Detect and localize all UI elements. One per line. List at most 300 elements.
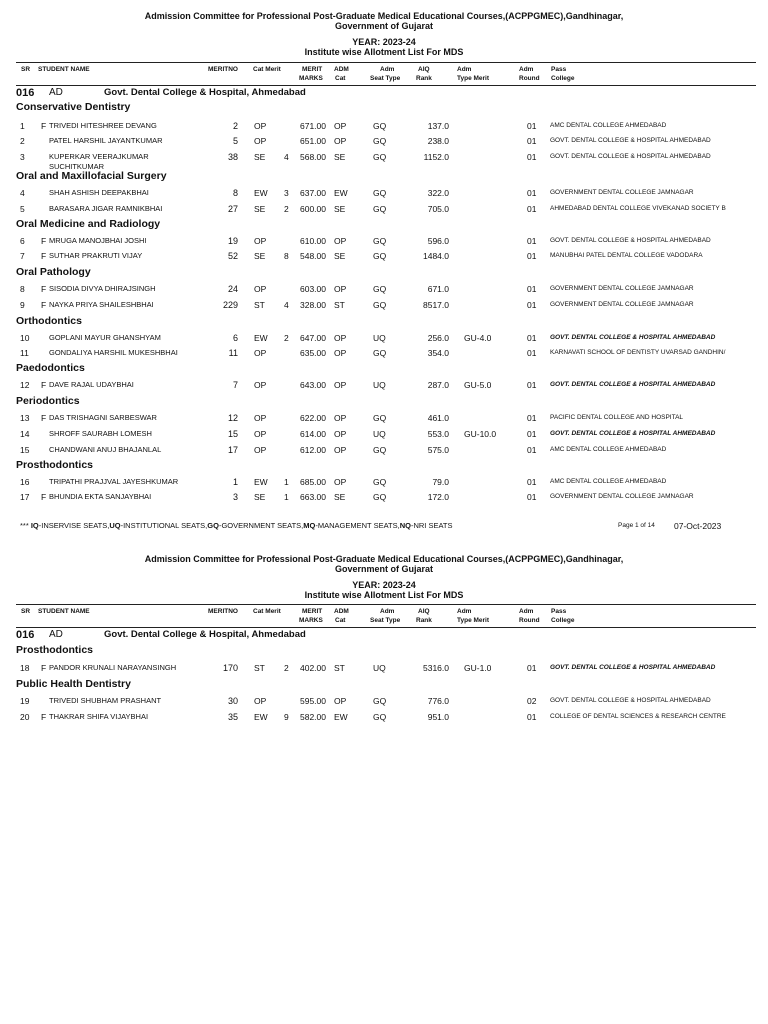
aiq-rank: 575.0 bbox=[427, 445, 449, 455]
dept-heading: Periodontics bbox=[16, 395, 80, 407]
row-sr: 12 bbox=[20, 380, 30, 390]
pass-college: GOVT. DENTAL COLLEGE & HOSPITAL AHMEDABAD bbox=[550, 430, 716, 437]
table-row bbox=[0, 188, 768, 200]
merit-marks: 637.00 bbox=[300, 188, 326, 198]
pass-college: GOVT. DENTAL COLLEGE & HOSPITAL AHMEDABAD bbox=[550, 237, 711, 244]
category: OP bbox=[254, 136, 267, 146]
aiq-rank: 951.0 bbox=[427, 712, 449, 722]
row-sr: 3 bbox=[20, 152, 25, 162]
table-row bbox=[0, 152, 768, 171]
col-pass-college-2: College bbox=[551, 617, 575, 624]
admission-category: OP bbox=[334, 236, 347, 246]
table-row bbox=[0, 204, 768, 216]
seat-type-legend bbox=[20, 521, 453, 530]
seat-type: UQ bbox=[373, 663, 386, 673]
dept-heading: Oral and Maxillofacial Surgery bbox=[16, 170, 167, 182]
aiq-rank: 238.0 bbox=[427, 136, 449, 146]
seat-type: GQ bbox=[373, 136, 387, 146]
aiq-rank: 8517.0 bbox=[423, 300, 449, 310]
header-list-title: Institute wise Allotment List For MDS bbox=[304, 590, 464, 600]
row-sr: 1 bbox=[20, 121, 25, 131]
student-name: SHAH ASHISH DEEPAKBHAI bbox=[49, 188, 149, 197]
table-row bbox=[0, 492, 768, 504]
institute-type: AD bbox=[49, 87, 63, 98]
merit-number: 8 bbox=[232, 188, 238, 198]
row-sr: 7 bbox=[20, 251, 25, 261]
student-name: TRIVEDI SHUBHAM PRASHANT bbox=[49, 696, 162, 705]
dept-heading: Public Health Dentistry bbox=[16, 678, 131, 690]
col-adm-cat-2: Cat bbox=[335, 617, 346, 624]
row-sex: F bbox=[41, 236, 47, 246]
col-round-2: Round bbox=[519, 617, 540, 624]
legend-code: GQ bbox=[207, 521, 219, 530]
merit-marks: 647.00 bbox=[300, 333, 326, 343]
merit-marks: 568.00 bbox=[300, 152, 326, 162]
col-adm-cat-2: Cat bbox=[335, 75, 346, 82]
pass-college: GOVERNMENT DENTAL COLLEGE JAMNAGAR bbox=[550, 493, 694, 500]
pass-college: GOVT. DENTAL COLLEGE & HOSPITAL AHMEDABAD bbox=[550, 334, 716, 341]
pass-college: GOVT. DENTAL COLLEGE & HOSPITAL AHMEDABAD bbox=[550, 664, 716, 671]
row-sr: 17 bbox=[20, 492, 30, 502]
admission-category: OP bbox=[334, 380, 347, 390]
table-row bbox=[0, 663, 768, 675]
pass-college: GOVT. DENTAL COLLEGE & HOSPITAL AHMEDABAD bbox=[550, 381, 716, 388]
col-type-merit-1: Adm bbox=[457, 66, 472, 73]
admission-round: 01 bbox=[527, 348, 537, 358]
row-sr: 15 bbox=[20, 445, 30, 455]
row-sr: 4 bbox=[20, 188, 25, 198]
institute-name: Govt. Dental College & Hospital, Ahmedabad bbox=[104, 629, 306, 640]
aiq-rank: 553.0 bbox=[427, 429, 449, 439]
header-rule-top bbox=[16, 604, 756, 605]
row-sr: 18 bbox=[20, 663, 30, 673]
col-type-merit-2: Type Merit bbox=[457, 75, 490, 82]
col-aiq-rank-2: Rank bbox=[416, 75, 432, 82]
header-rule-bottom bbox=[16, 85, 756, 86]
merit-marks: 595.00 bbox=[300, 696, 326, 706]
merit-number: 38 bbox=[227, 152, 238, 162]
admission-round: 01 bbox=[527, 712, 537, 722]
category: OP bbox=[254, 348, 267, 358]
table-row bbox=[0, 284, 768, 296]
student-name: SISODIA DIVYA DHIRAJSINGH bbox=[49, 284, 156, 293]
legend-text: -MANAGEMENT SEATS, bbox=[315, 521, 400, 530]
seat-type: GQ bbox=[373, 413, 387, 423]
header-rule-bottom bbox=[16, 627, 756, 628]
row-sr: 19 bbox=[20, 696, 30, 706]
seat-type: GQ bbox=[373, 251, 387, 261]
header-year: YEAR: 2023-24 bbox=[352, 580, 416, 590]
col-pass-college-2: College bbox=[551, 75, 575, 82]
category-merit: 1 bbox=[284, 492, 289, 502]
dept-heading: Prosthodontics bbox=[16, 459, 94, 471]
row-sex: F bbox=[41, 300, 47, 310]
merit-marks: 643.00 bbox=[300, 380, 326, 390]
table-row bbox=[0, 136, 768, 148]
admission-round: 01 bbox=[527, 445, 537, 455]
category: OP bbox=[254, 284, 267, 294]
student-name: PANDOR KRUNALI NARAYANSINGH bbox=[49, 663, 177, 672]
student-name: THAKRAR SHIFA VIJAYBHAI bbox=[49, 712, 149, 721]
dept-heading: Prosthodontics bbox=[16, 644, 94, 656]
row-sr: 5 bbox=[20, 204, 25, 214]
merit-number: 27 bbox=[227, 204, 238, 214]
admission-round: 01 bbox=[527, 429, 537, 439]
pass-college: AHMEDABAD DENTAL COLLEGE VIVEKANAD SOCIETY B bbox=[550, 205, 726, 212]
page-number: Page 1 of 14 bbox=[618, 522, 655, 529]
institute-code: 016 bbox=[16, 87, 35, 99]
header-list-title: Institute wise Allotment List For MDS bbox=[304, 47, 464, 57]
admission-category: OP bbox=[334, 413, 347, 423]
dept-heading: Conservative Dentistry bbox=[16, 101, 131, 113]
admission-round: 01 bbox=[527, 251, 537, 261]
admission-category: SE bbox=[334, 492, 346, 502]
category-merit: 2 bbox=[284, 663, 289, 673]
category: ST bbox=[254, 663, 265, 673]
institute-line bbox=[0, 87, 768, 99]
merit-number: 229 bbox=[222, 300, 238, 310]
merit-number: 17 bbox=[227, 445, 238, 455]
admission-round: 01 bbox=[527, 136, 537, 146]
aiq-rank: 322.0 bbox=[427, 188, 449, 198]
merit-number: 3 bbox=[232, 492, 238, 502]
row-sr: 8 bbox=[20, 284, 25, 294]
header-government: Government of Gujarat bbox=[334, 21, 433, 31]
merit-marks: 635.00 bbox=[300, 348, 326, 358]
seat-type: GQ bbox=[373, 236, 387, 246]
merit-number: 35 bbox=[227, 712, 238, 722]
merit-marks: 603.00 bbox=[300, 284, 326, 294]
row-sr: 16 bbox=[20, 477, 30, 487]
aiq-rank: 1152.0 bbox=[423, 152, 449, 162]
category-merit: 8 bbox=[284, 251, 289, 261]
table-row bbox=[0, 380, 768, 392]
pass-college: MANUBHAI PATEL DENTAL COLLEGE VADODARA bbox=[550, 252, 703, 259]
print-date: 07-Oct-2023 bbox=[674, 521, 722, 531]
seat-type: GQ bbox=[373, 284, 387, 294]
col-seat-type-2: Seat Type bbox=[370, 75, 401, 82]
col-round-2: Round bbox=[519, 75, 540, 82]
pass-college: AMC DENTAL COLLEGE AHMEDABAD bbox=[550, 122, 667, 129]
admission-round: 01 bbox=[527, 413, 537, 423]
admission-round: 01 bbox=[527, 380, 537, 390]
seat-type: GQ bbox=[373, 188, 387, 198]
admission-category: OP bbox=[334, 121, 347, 131]
row-sex: F bbox=[41, 284, 47, 294]
merit-number: 170 bbox=[222, 663, 238, 673]
category-merit: 3 bbox=[284, 188, 289, 198]
admission-category: OP bbox=[334, 348, 347, 358]
admission-category: OP bbox=[334, 136, 347, 146]
seat-type: GQ bbox=[373, 492, 387, 502]
aiq-rank: 256.0 bbox=[427, 333, 449, 343]
merit-marks: 622.00 bbox=[300, 413, 326, 423]
admission-category: SE bbox=[334, 204, 346, 214]
admission-category: OP bbox=[334, 333, 347, 343]
col-adm-cat-1: ADM bbox=[334, 66, 349, 73]
table-row bbox=[0, 445, 768, 457]
pass-college: GOVT. DENTAL COLLEGE & HOSPITAL AHMEDABAD bbox=[550, 697, 711, 704]
merit-marks: 600.00 bbox=[300, 204, 326, 214]
col-aiq-rank-1: AIQ bbox=[418, 608, 430, 615]
category-merit: 9 bbox=[284, 712, 289, 722]
col-seat-type-1: Adm bbox=[380, 608, 395, 615]
pass-college: GOVERNMENT DENTAL COLLEGE JAMNAGAR bbox=[550, 301, 694, 308]
student-name: PATEL HARSHIL JAYANTKUMAR bbox=[49, 136, 163, 145]
table-row bbox=[0, 333, 768, 345]
student-name: DAVE RAJAL UDAYBHAI bbox=[49, 380, 134, 389]
merit-number: 1 bbox=[232, 477, 238, 487]
category: SE bbox=[254, 251, 266, 261]
col-type-merit-1: Adm bbox=[457, 608, 472, 615]
row-sr: 9 bbox=[20, 300, 25, 310]
table-row bbox=[0, 300, 768, 312]
admission-round: 01 bbox=[527, 492, 537, 502]
category: SE bbox=[254, 492, 266, 502]
type-merit: GU-10.0 bbox=[464, 429, 497, 439]
admission-round: 01 bbox=[527, 204, 537, 214]
admission-round: 01 bbox=[527, 284, 537, 294]
admission-category: ST bbox=[334, 663, 345, 673]
seat-type: GQ bbox=[373, 696, 387, 706]
category: EW bbox=[254, 477, 268, 487]
col-student-name: STUDENT NAME bbox=[38, 66, 90, 73]
seat-type: GQ bbox=[373, 300, 387, 310]
seat-type: GQ bbox=[373, 204, 387, 214]
header-year: YEAR: 2023-24 bbox=[352, 37, 416, 47]
pass-college: KARNAVATI SCHOOL OF DENTISTY UVARSAD GANDHIN/ bbox=[550, 349, 726, 356]
legend-code: NQ bbox=[399, 521, 411, 530]
student-name: NAYKA PRIYA SHAILESHBHAI bbox=[49, 300, 154, 309]
admission-round: 01 bbox=[527, 333, 537, 343]
table-row bbox=[0, 696, 768, 708]
aiq-rank: 776.0 bbox=[427, 696, 449, 706]
page-header bbox=[0, 11, 768, 57]
merit-number: 12 bbox=[227, 413, 238, 423]
col-meritno: MERITNO bbox=[208, 66, 238, 73]
row-sr: 11 bbox=[20, 348, 29, 358]
dept-heading: Oral Medicine and Radiology bbox=[16, 218, 161, 230]
table-row bbox=[0, 236, 768, 248]
student-name: SHROFF SAURABH LOMESH bbox=[49, 429, 152, 438]
admission-category: OP bbox=[334, 477, 347, 487]
admission-category: OP bbox=[334, 429, 347, 439]
aiq-rank: 461.0 bbox=[427, 413, 449, 423]
dept-heading: Orthodontics bbox=[16, 315, 82, 327]
admission-round: 01 bbox=[527, 300, 537, 310]
admission-category: OP bbox=[334, 445, 347, 455]
row-sr: 2 bbox=[20, 136, 25, 146]
admission-round: 01 bbox=[527, 152, 537, 162]
row-sex: F bbox=[41, 663, 47, 673]
col-merit-marks-1: MERIT bbox=[302, 608, 323, 615]
aiq-rank: 705.0 bbox=[427, 204, 449, 214]
merit-marks: 671.00 bbox=[300, 121, 326, 131]
student-name: DAS TRISHAGNI SARBESWAR bbox=[49, 413, 157, 422]
type-merit: GU-4.0 bbox=[464, 333, 492, 343]
row-sr: 13 bbox=[20, 413, 30, 423]
header-rule-top bbox=[16, 62, 756, 63]
table-row bbox=[0, 429, 768, 441]
aiq-rank: 172.0 bbox=[427, 492, 449, 502]
seat-type: UQ bbox=[373, 380, 386, 390]
category-merit: 2 bbox=[284, 333, 289, 343]
student-name: KUPERKAR VEERAJKUMAR bbox=[49, 152, 149, 161]
legend-text: -NRI SEATS bbox=[410, 521, 453, 530]
header-government: Government of Gujarat bbox=[334, 564, 433, 574]
seat-type: GQ bbox=[373, 121, 387, 131]
admission-round: 01 bbox=[527, 663, 537, 673]
category: SE bbox=[254, 204, 266, 214]
merit-marks: 402.00 bbox=[300, 663, 326, 673]
pass-college: AMC DENTAL COLLEGE AHMEDABAD bbox=[550, 446, 667, 453]
header-committee: Admission Committee for Professional Post-Graduate Medical Educational Courses,(ACPPGMEC),Gandhinagar, bbox=[144, 554, 624, 564]
category: OP bbox=[254, 445, 267, 455]
category: EW bbox=[254, 188, 268, 198]
col-merit-marks-1: MERIT bbox=[302, 66, 323, 73]
header-committee: Admission Committee for Professional Post-Graduate Medical Educational Courses,(ACPPGMEC),Gandhinagar, bbox=[144, 11, 624, 21]
merit-marks: 614.00 bbox=[300, 429, 326, 439]
col-merit-marks-2: MARKS bbox=[299, 617, 323, 624]
student-name: BARASARA JIGAR RAMNIKBHAI bbox=[49, 204, 163, 213]
category-merit: 2 bbox=[284, 204, 289, 214]
col-cat-merit: Cat Merit bbox=[253, 608, 281, 615]
pass-college: AMC DENTAL COLLEGE AHMEDABAD bbox=[550, 478, 667, 485]
legend-text: -INSTITUTIONAL SEATS, bbox=[120, 521, 208, 530]
category-merit: 4 bbox=[284, 152, 289, 162]
dept-heading: Oral Pathology bbox=[16, 266, 91, 278]
col-aiq-rank-2: Rank bbox=[416, 617, 432, 624]
row-sex: F bbox=[41, 712, 47, 722]
merit-marks: 651.00 bbox=[300, 136, 326, 146]
category: OP bbox=[254, 696, 267, 706]
merit-number: 2 bbox=[232, 121, 238, 131]
merit-number: 30 bbox=[227, 696, 238, 706]
student-name: GOPLANI MAYUR GHANSHYAM bbox=[49, 333, 161, 342]
merit-number: 6 bbox=[232, 333, 238, 343]
admission-category: OP bbox=[334, 284, 347, 294]
dept-heading: Paedodontics bbox=[16, 362, 85, 374]
merit-number: 19 bbox=[227, 236, 238, 246]
merit-number: 52 bbox=[227, 251, 238, 261]
aiq-rank: 287.0 bbox=[427, 380, 449, 390]
col-pass-college-1: Pass bbox=[551, 608, 567, 615]
pass-college: GOVT. DENTAL COLLEGE & HOSPITAL AHMEDABAD bbox=[550, 153, 711, 160]
pass-college: PACIFIC DENTAL COLLEGE AND HOSPITAL bbox=[550, 414, 684, 421]
admission-category: SE bbox=[334, 152, 346, 162]
merit-marks: 610.00 bbox=[300, 236, 326, 246]
category: OP bbox=[254, 380, 267, 390]
merit-marks: 685.00 bbox=[300, 477, 326, 487]
col-sr: SR bbox=[21, 608, 31, 615]
student-name: MRUGA MANOJBHAI JOSHI bbox=[49, 236, 147, 245]
admission-round: 01 bbox=[527, 477, 537, 487]
col-round-1: Adm bbox=[519, 608, 534, 615]
seat-type: UQ bbox=[373, 429, 386, 439]
row-sr: 6 bbox=[20, 236, 25, 246]
institute-line bbox=[0, 629, 768, 641]
page-header bbox=[0, 554, 768, 600]
table-row bbox=[0, 712, 768, 724]
col-merit-marks-2: MARKS bbox=[299, 75, 323, 82]
legend-prefix: *** bbox=[20, 521, 31, 530]
merit-marks: 582.00 bbox=[300, 712, 326, 722]
pass-college: GOVERNMENT DENTAL COLLEGE JAMNAGAR bbox=[550, 285, 694, 292]
student-name: BHUNDIA EKTA SANJAYBHAI bbox=[49, 492, 152, 501]
merit-marks: 548.00 bbox=[300, 251, 326, 261]
table-row bbox=[0, 121, 768, 133]
legend-code: MQ bbox=[303, 521, 316, 530]
col-student-name: STUDENT NAME bbox=[38, 608, 90, 615]
table-row bbox=[0, 477, 768, 489]
category-merit: 1 bbox=[284, 477, 289, 487]
institute-code: 016 bbox=[16, 629, 35, 641]
pass-college: GOVERNMENT DENTAL COLLEGE JAMNAGAR bbox=[550, 189, 694, 196]
pass-college: GOVT. DENTAL COLLEGE & HOSPITAL AHMEDABAD bbox=[550, 137, 711, 144]
category: OP bbox=[254, 429, 267, 439]
admission-category: OP bbox=[334, 696, 347, 706]
col-seat-type-1: Adm bbox=[380, 66, 395, 73]
aiq-rank: 137.0 bbox=[427, 121, 449, 131]
institute-name: Govt. Dental College & Hospital, Ahmedabad bbox=[104, 87, 306, 98]
table-row bbox=[0, 413, 768, 425]
legend-text: -INSERVISE SEATS, bbox=[38, 521, 110, 530]
admission-round: 01 bbox=[527, 121, 537, 131]
merit-marks: 328.00 bbox=[300, 300, 326, 310]
seat-type: GQ bbox=[373, 445, 387, 455]
seat-type: GQ bbox=[373, 152, 387, 162]
category: EW bbox=[254, 333, 268, 343]
aiq-rank: 5316.0 bbox=[423, 663, 449, 673]
merit-number: 24 bbox=[227, 284, 238, 294]
student-name-continued: SUCHITKUMAR bbox=[49, 162, 105, 171]
col-seat-type-2: Seat Type bbox=[370, 617, 401, 624]
aiq-rank: 1484.0 bbox=[423, 251, 449, 261]
aiq-rank: 354.0 bbox=[427, 348, 449, 358]
row-sr: 20 bbox=[20, 712, 30, 722]
col-sr: SR bbox=[21, 66, 31, 73]
admission-category: SE bbox=[334, 251, 346, 261]
merit-number: 15 bbox=[227, 429, 238, 439]
col-aiq-rank-1: AIQ bbox=[418, 66, 430, 73]
aiq-rank: 596.0 bbox=[427, 236, 449, 246]
row-sex: F bbox=[41, 492, 47, 502]
type-merit: GU-5.0 bbox=[464, 380, 492, 390]
col-meritno: MERITNO bbox=[208, 608, 238, 615]
legend-text: -GOVERNMENT SEATS, bbox=[218, 521, 304, 530]
row-sex: F bbox=[41, 380, 47, 390]
seat-type: GQ bbox=[373, 348, 387, 358]
col-round-1: Adm bbox=[519, 66, 534, 73]
category: SE bbox=[254, 152, 266, 162]
legend-code: IQ bbox=[30, 521, 39, 530]
pass-college: COLLEGE OF DENTAL SCIENCES & RESEARCH CENTRE bbox=[550, 713, 726, 720]
institute-type: AD bbox=[49, 629, 63, 640]
legend-code: UQ bbox=[109, 521, 121, 530]
table-row bbox=[0, 251, 768, 263]
seat-type: GQ bbox=[373, 477, 387, 487]
category-merit: 4 bbox=[284, 300, 289, 310]
category: EW bbox=[254, 712, 268, 722]
category: ST bbox=[254, 300, 265, 310]
row-sex: F bbox=[41, 251, 47, 261]
aiq-rank: 79.0 bbox=[432, 477, 449, 487]
seat-type: GQ bbox=[373, 712, 387, 722]
admission-round: 01 bbox=[527, 188, 537, 198]
type-merit: GU-1.0 bbox=[464, 663, 492, 673]
student-name: TRIVEDI HITESHREE DEVANG bbox=[49, 121, 157, 130]
table-row bbox=[0, 348, 768, 360]
